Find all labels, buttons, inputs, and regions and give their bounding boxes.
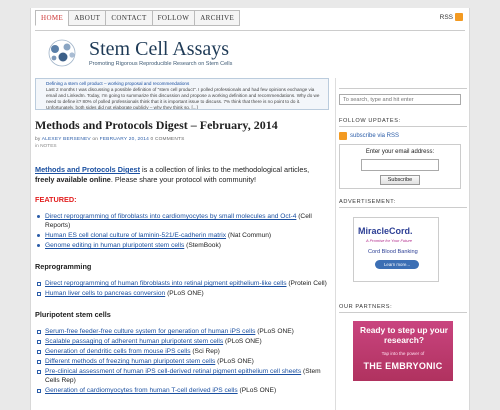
article-link[interactable]: Human liver cells to pancreas conversion [45, 290, 166, 297]
post-category [35, 144, 329, 149]
main-content [35, 118, 329, 396]
partner-banner[interactable] [353, 321, 453, 381]
nav-home[interactable]: HOME [35, 10, 68, 26]
article-link[interactable]: Human ES cell clonal culture of laminin-521/E-cadherin matrix [45, 232, 227, 239]
partner-brand: THE EMBRYONIC [363, 361, 443, 371]
email-subscribe-box [339, 144, 461, 189]
sidebar [339, 80, 467, 381]
miraclecord-ad[interactable] [353, 217, 439, 282]
intro-end: . Please share your protocol with community! [110, 175, 257, 184]
featured-heading: FEATURED: [35, 195, 77, 204]
email-field[interactable] [361, 159, 439, 171]
article-source: (Sci Rep) [192, 348, 220, 355]
list-item [35, 347, 329, 356]
reprogramming-list [35, 279, 329, 298]
category-link[interactable]: NOTES [40, 144, 57, 149]
digest-link[interactable]: Methods and Protocols Digest [35, 165, 141, 174]
subscribe-button[interactable]: Subscribe [380, 175, 420, 185]
ad-learn-more-button[interactable]: Learn more... [375, 260, 419, 269]
column-divider [335, 78, 336, 410]
post-date[interactable]: FEBRUARY 20, 2014 [99, 137, 149, 142]
bullet-icon [37, 234, 40, 237]
header-divider [35, 30, 465, 31]
post-title[interactable]: Methods and Protocols Digest – February, 2014 [35, 118, 278, 132]
nav-follow[interactable]: FOLLOW [152, 10, 195, 26]
ad-brand: MiracleCord. [358, 226, 413, 236]
article-link[interactable]: Scalable passaging of adherent human pluripotent stem cells [45, 338, 224, 345]
partner-subline: Tap into the power of [381, 351, 425, 356]
article-source: (Protein Cell) [288, 280, 327, 287]
featured-list [35, 212, 329, 250]
list-item [35, 337, 329, 346]
bullet-icon [37, 340, 41, 344]
bullet-icon [37, 360, 41, 364]
sidebar-search-heading [339, 80, 467, 89]
nav-archive[interactable]: ARCHIVE [194, 10, 240, 26]
article-source: (Cell Reports) [45, 213, 312, 229]
list-item [35, 241, 329, 250]
bullet-icon [37, 330, 41, 334]
bullet-icon [37, 282, 41, 286]
rss-link-top[interactable] [440, 13, 463, 21]
intro-bold: freely available online [35, 175, 111, 184]
list-item [35, 279, 329, 288]
follow-heading: FOLLOW UPDATES: [339, 118, 467, 127]
meta-by: by [35, 137, 41, 142]
bullet-icon [37, 244, 40, 247]
partners-heading: OUR PARTNERS: [339, 304, 467, 313]
list-item [35, 212, 329, 230]
list-item [35, 327, 329, 336]
bullet-icon [37, 292, 41, 296]
list-item [35, 357, 329, 366]
ticker-title[interactable]: Defining a stem cell product – working proposal and recommendations [46, 81, 190, 86]
section-heading-pluripotent: Pluripotent stem cells [35, 310, 111, 319]
article-source: (PLoS ONE) [217, 358, 254, 365]
ad-tagline: A Promise for Your Future [366, 238, 413, 243]
post-meta [35, 137, 329, 142]
article-link[interactable]: Generation of cardiomyocytes from human T-cell derived iPS cells [45, 387, 238, 394]
article-source: (Nat Commun) [227, 232, 272, 239]
search-input[interactable] [339, 94, 461, 105]
list-item [35, 367, 329, 385]
ad-subtitle: Cord Blood Banking [368, 249, 418, 255]
ticker-body: Last 2 months I was discussing a possible definition of "stem cell product". I polled professionals and had few opinions exchange via email and LinkedIn. Today, I'm going to summarize this discussion and propose a working definition and recommendations. Why do we need to define it? 80% of polled professionals think that it is important issue to discuss. 7% think that there is no point to do it. Unfortunately, both sides did not elaborate publicly – why they think so. [...] [46, 87, 320, 110]
article-link[interactable]: Direct reprogramming of human fibroblasts into retinal pigment epithelium-like cells [45, 280, 287, 287]
bullet-icon [37, 370, 41, 374]
rss-icon [339, 132, 347, 140]
list-item [35, 231, 329, 240]
article-source: (PLoS ONE) [225, 338, 262, 345]
rss-link-label[interactable]: subscribe via RSS [350, 133, 400, 139]
featured-ticker[interactable] [35, 78, 329, 110]
meta-on: on [92, 137, 99, 142]
article-source: (Stem Cells Rep) [45, 368, 321, 384]
subscribe-rss-link[interactable] [339, 132, 467, 140]
rss-label: RSS [439, 13, 453, 21]
article-source: (StemBook) [186, 242, 221, 249]
article-source: (PLoS ONE) [167, 290, 204, 297]
nav-contact[interactable]: CONTACT [105, 10, 151, 26]
list-item [35, 289, 329, 298]
rss-icon [455, 13, 463, 21]
list-item [35, 386, 329, 395]
article-source: (PLoS ONE) [257, 328, 294, 335]
article-link[interactable]: Direct reprogramming of fibroblasts into cardiomyocytes by small molecules and Oct-4 [45, 213, 297, 220]
post-author[interactable]: ALEXEY BERSENEV [41, 137, 91, 142]
site-tagline: Promoting Rigorous Reproducible Research on Stem Cells [89, 61, 233, 67]
partner-headline: Ready to step up your research? [360, 325, 448, 345]
top-nav [35, 10, 240, 26]
article-link[interactable]: Serum-free feeder-free culture system for generation of human iPS cells [45, 328, 256, 335]
article-source: (PLoS ONE) [239, 387, 277, 394]
article-link[interactable]: Pre-clinical assessment of human iPS cell-derived retinal pigment epithelium cell sheets [45, 368, 302, 375]
pluripotent-list [35, 327, 329, 395]
post-intro [35, 165, 329, 185]
advertisement-heading: ADVERTISEMENT: [339, 199, 467, 208]
article-link[interactable]: Generation of dendritic cells from mouse iPS cells [45, 348, 191, 355]
nav-about[interactable]: ABOUT [68, 10, 105, 26]
bullet-icon [37, 215, 40, 218]
post-comments[interactable]: 0 COMMENTS [150, 137, 185, 142]
bullet-icon [37, 389, 41, 393]
section-heading-reprogramming: Reprogramming [35, 262, 92, 271]
article-link[interactable]: Different methods of freezing human pluripotent stem cells [45, 358, 216, 365]
intro-text: is a collection of links to the methodological articles, [140, 165, 310, 174]
site-title[interactable]: Stem Cell Assays [89, 38, 230, 60]
article-link[interactable]: Genome editing in human pluripotent stem cells [45, 242, 185, 249]
bullet-icon [37, 350, 41, 354]
site-logo-icon[interactable] [43, 38, 81, 68]
page [30, 8, 470, 410]
meta-in: in [35, 144, 39, 149]
email-label: Enter your email address: [365, 149, 435, 155]
